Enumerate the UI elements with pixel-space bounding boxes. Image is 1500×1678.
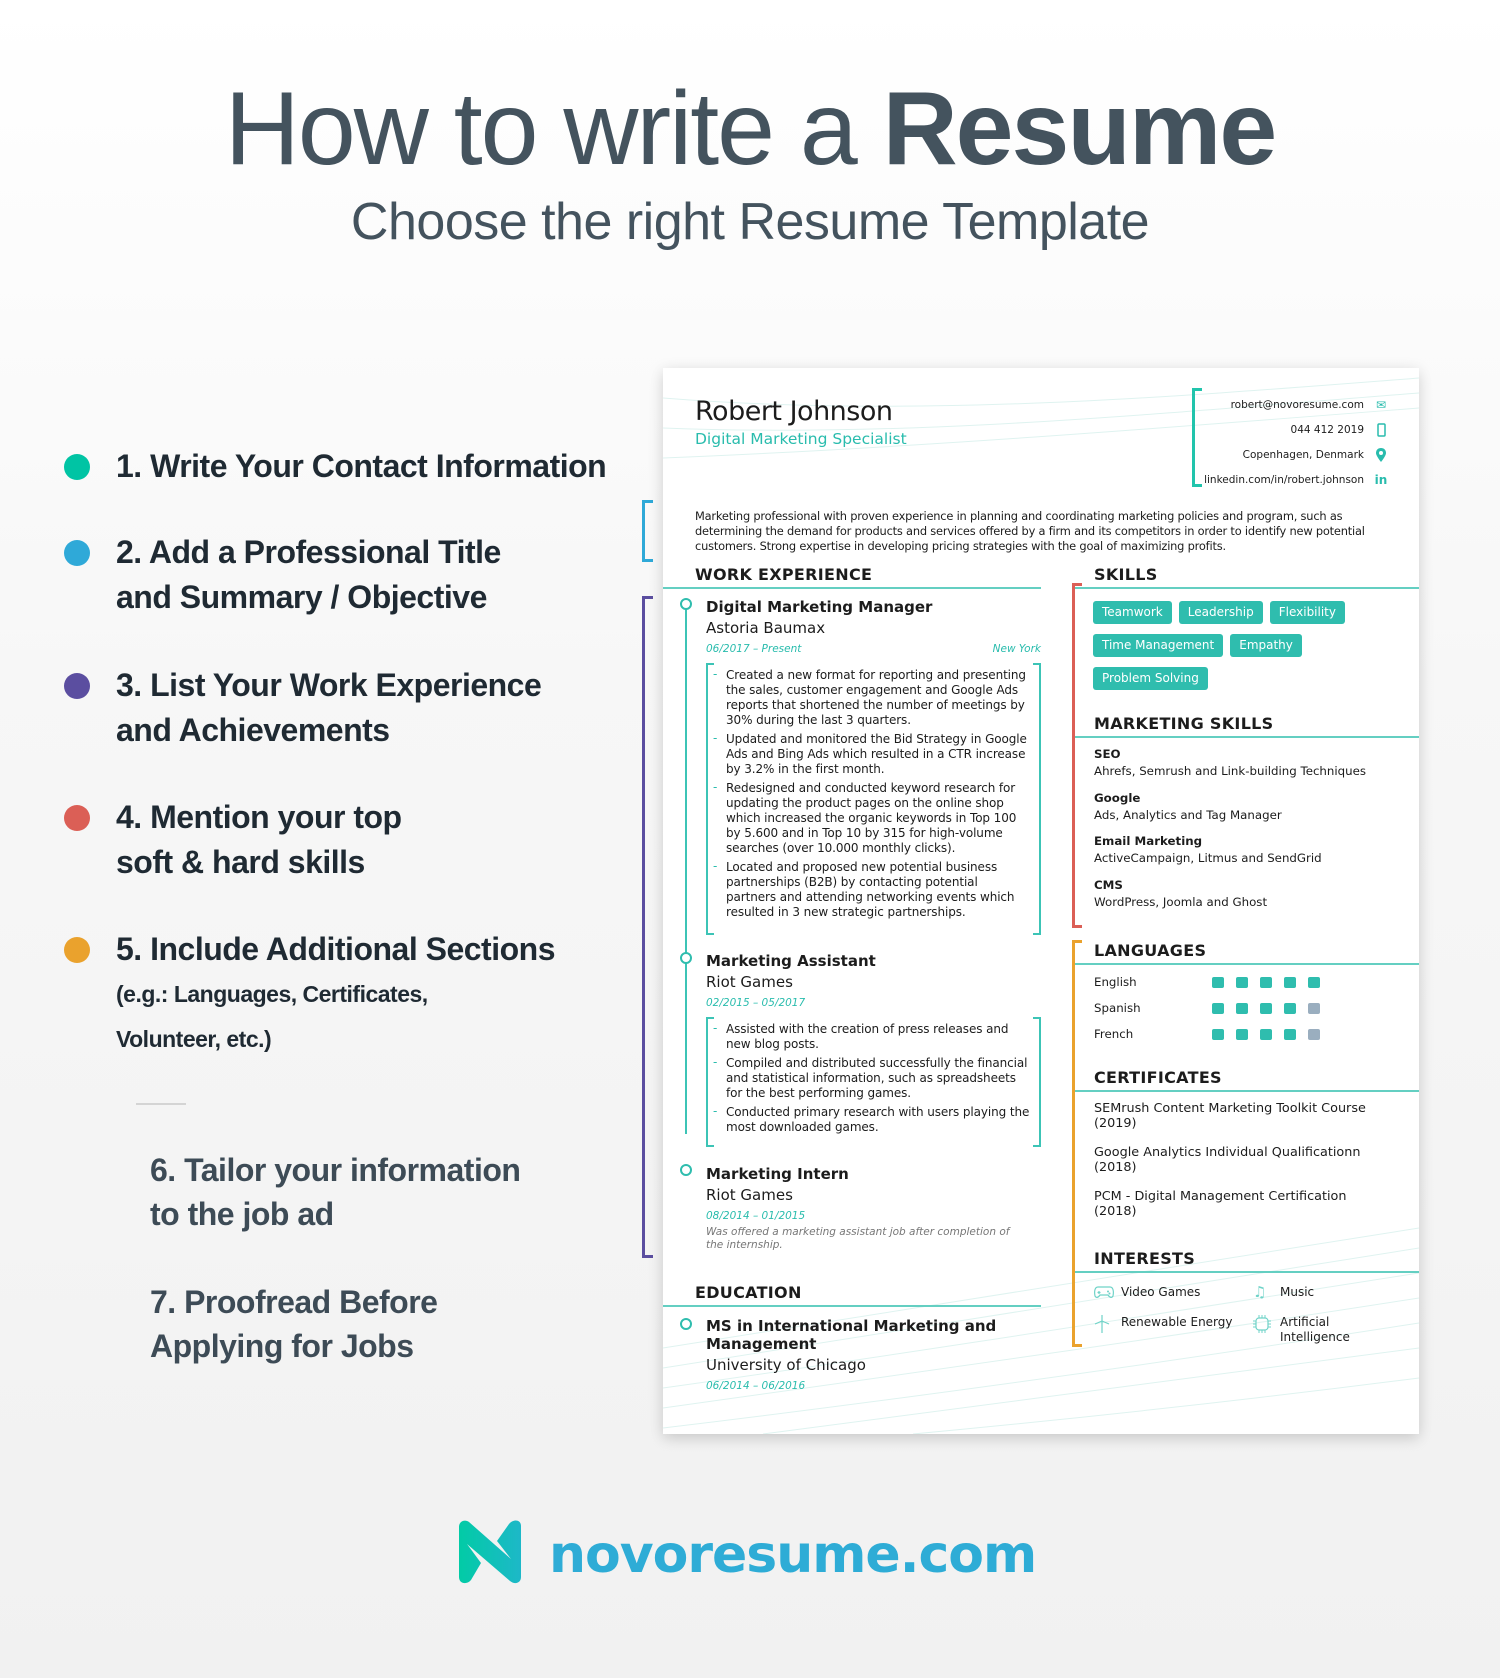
contact-block [1159,392,1389,492]
education-school: University of Chicago [706,1356,866,1374]
level-filled-icon [1236,1029,1248,1040]
step-7-line-2: Applying for Jobs [150,1328,414,1364]
phone-icon [1373,423,1389,437]
step-3-line-1: 3. List Your Work Experience [116,667,542,703]
marketing-skills-heading: MARKETING SKILLS [1094,714,1274,733]
level-filled-icon [1260,1029,1272,1040]
step-1-text: 1. Write Your Contact Information [116,448,607,484]
skill-chip: Leadership [1179,601,1263,624]
marketing-skill-value: WordPress, Joomla and Ghost [1094,895,1268,909]
interests-rule [1075,1271,1419,1273]
level-filled-icon [1284,977,1296,988]
education-dot-icon [680,1318,692,1330]
step-6-line-1: 6. Tailor your information [150,1152,521,1188]
level-filled-icon [1212,1029,1224,1040]
additional-sections-bracket [1072,940,1082,1347]
level-filled-icon [1284,1029,1296,1040]
summary-bracket [642,500,653,562]
novoresume-logo[interactable] [457,1519,1036,1590]
wind-turbine-icon [1094,1315,1116,1336]
marketing-skill-name: Email Marketing [1094,834,1203,848]
interest-item: Renewable Energy [1094,1315,1233,1336]
job-3-title: Marketing Intern [706,1165,849,1183]
step-2-dot-icon [64,540,90,566]
step-4-line-2: soft & hard skills [116,844,365,880]
level-filled-icon [1284,1003,1296,1014]
resume-job-title: Digital Marketing Specialist [695,430,907,448]
certificate-item: SEMrush Content Marketing Toolkit Course (2019) [1094,1101,1366,1131]
step-1 [64,444,606,489]
step-5-sub-1: (e.g.: Languages, Certificates, [116,981,428,1007]
step-5-line-1: 5. Include Additional Sections [116,931,555,967]
resume-name: Robert Johnson [695,396,893,427]
level-filled-icon [1308,977,1320,988]
step-4 [64,795,402,885]
job-1-dates: 06/2017 – Present [706,643,802,655]
certificates-rule [1075,1090,1419,1092]
interests-heading: INTERESTS [1094,1249,1196,1268]
level-empty-icon [1308,1029,1320,1040]
timeline-dot-icon [680,598,692,610]
step-5-sub-2: Volunteer, etc.) [116,1026,272,1052]
timeline-line [685,604,687,1134]
step-7-line-1: 7. Proofread Before [150,1284,438,1320]
step-6 [150,1148,520,1236]
step-3-dot-icon [64,673,90,699]
step-6-line-2: to the job ad [150,1196,334,1232]
experience-bracket [642,596,653,1258]
summary-text: Marketing professional with proven experience in planning and coordinating marketing policies and program, such as determining the demand for products and services offered by a firm and its competitors in order to identify new potential customers. Strong expertise in developing pricing strategies with the goal of maximizing profits. [695,509,1365,553]
step-3 [64,663,541,753]
step-3-line-2: and Achievements [116,712,390,748]
bullet: - Conducted primary research with users playing the most downloaded games. [726,1105,1031,1135]
job-1-location: New York [992,643,1041,655]
timeline-dot-icon [680,1164,692,1176]
marketing-skill-name: Google [1094,791,1141,805]
skill-chip: Flexibility [1270,601,1345,624]
job-2-bullets [706,1017,1041,1145]
step-5-dot-icon [64,937,90,963]
marketing-skill-value: Ads, Analytics and Tag Manager [1094,808,1282,822]
contact-email: robert@novoresume.com ✉ [1159,392,1389,417]
bullet: - Assisted with the creation of press releases and new blog posts. [726,1022,1031,1052]
page-title [0,68,1500,189]
step-5 [64,927,555,1062]
languages-heading: LANGUAGES [1094,941,1207,960]
work-experience-heading: WORK EXPERIENCE [695,565,873,584]
job-1-title: Digital Marketing Manager [706,598,933,616]
job-3-dates: 08/2014 – 01/2015 [706,1210,806,1222]
step-2 [64,530,501,620]
level-empty-icon [1308,1003,1320,1014]
level-filled-icon [1260,1003,1272,1014]
job-1-company: Astoria Baumax [706,619,826,637]
marketing-skill-name: SEO [1094,747,1121,761]
step-2-line-2: and Summary / Objective [116,579,487,615]
job-2-title: Marketing Assistant [706,952,876,970]
certificate-item: PCM - Digital Management Certification (2018) [1094,1189,1347,1219]
level-filled-icon [1236,1003,1248,1014]
logo-text: novoresume.com [549,1524,1037,1585]
job-1-bullets [706,663,1041,933]
education-dates: 06/2014 – 06/2016 [706,1380,806,1392]
skill-chip: Problem Solving [1093,667,1208,690]
title-bold: Resume [882,71,1276,187]
certificates-heading: CERTIFICATES [1094,1068,1222,1087]
job-3-company: Riot Games [706,1186,793,1204]
marketing-skill-value: Ahrefs, Semrush and Link-building Techniques [1094,764,1367,778]
job-3-note: Was offered a marketing assistant job after completion of the internship. [706,1226,1010,1251]
skills-bracket [1072,583,1082,928]
page-subtitle: Choose the right Resume Template [350,193,1150,251]
language-row: French [1094,1024,1332,1044]
skill-chip: Teamwork [1093,601,1172,624]
level-filled-icon [1260,977,1272,988]
step-4-line-1: 4. Mention your top [116,799,402,835]
level-filled-icon [1236,977,1248,988]
bullet: - Created a new format for reporting and presenting the sales, customer engagement and Google Ads reports that shortened the number of meetings by 30% during the last 3 quarters. [726,668,1031,728]
divider [136,1103,186,1105]
location-pin-icon [1373,448,1389,462]
level-filled-icon [1212,1003,1224,1014]
interest-item: Video Games [1094,1285,1200,1302]
bullet: - Redesigned and conducted keyword research for updating the product pages on the online shop which increased the organic keywords in Top 100 by 5.600 and in Top 10 by 315 for high-volume searches (over 10.000 monthly clicks). [726,781,1031,856]
step-4-dot-icon [64,805,90,831]
bullet: - Updated and monitored the Bid Strategy in Google Ads and Bing Ads which resulted in a CTR increase by 3.2% in the first month. [726,732,1031,777]
step-2-line-1: 2. Add a Professional Title [116,534,501,570]
skills-heading: SKILLS [1094,565,1158,584]
interest-item: Artificial Intelligence [1253,1315,1350,1345]
languages-rule [1075,963,1419,965]
timeline-dot-icon [680,952,692,964]
language-row: Spanish [1094,998,1332,1018]
education-heading: EDUCATION [695,1283,802,1302]
title-light: How to write a [224,71,883,187]
interest-item: ♫ Music [1253,1283,1315,1301]
skill-chip: Empathy [1230,634,1302,657]
education-rule [663,1305,1041,1307]
contact-location: Copenhagen, Denmark [1159,442,1389,467]
marketing-skills-rule [1075,736,1419,738]
job-2-company: Riot Games [706,973,793,991]
work-experience-rule [663,587,1041,589]
contact-linkedin: linkedin.com/in/robert.johnson in [1204,472,1388,487]
step-7 [150,1280,437,1368]
skills-chips [1093,601,1393,700]
certificate-item: Google Analytics Individual Qualificationn (2018) [1094,1145,1361,1175]
education-degree: MS in International Marketing and Management [706,1317,997,1353]
bullet: - Located and proposed new potential business partnerships (B2B) by contacting potential partners and attending networking events which resulted in 3 new strategic partnerships. [726,860,1031,920]
skill-chip: Time Management [1093,634,1223,657]
marketing-skill-name: CMS [1094,878,1123,892]
level-filled-icon [1212,977,1224,988]
step-1-dot-icon [64,454,90,480]
novoresume-n-icon [457,1519,531,1590]
skills-rule [1075,587,1419,589]
resume-card [663,368,1419,1434]
contact-phone: 044 412 2019 [1159,417,1389,442]
envelope-icon: ✉ [1375,397,1387,412]
bullet: - Compiled and distributed successfully the financial and statistical information, such as spreadsheets for the best performing games. [726,1056,1031,1101]
job-2-dates: 02/2015 – 05/2017 [706,997,806,1009]
language-row: English [1094,972,1332,992]
chip-icon [1253,1315,1275,1336]
music-note-icon: ♫ [1253,1283,1267,1301]
marketing-skill-value: ActiveCampaign, Litmus and SendGrid [1094,851,1322,865]
linkedin-icon: in [1374,472,1388,487]
gamepad-icon [1094,1285,1116,1302]
